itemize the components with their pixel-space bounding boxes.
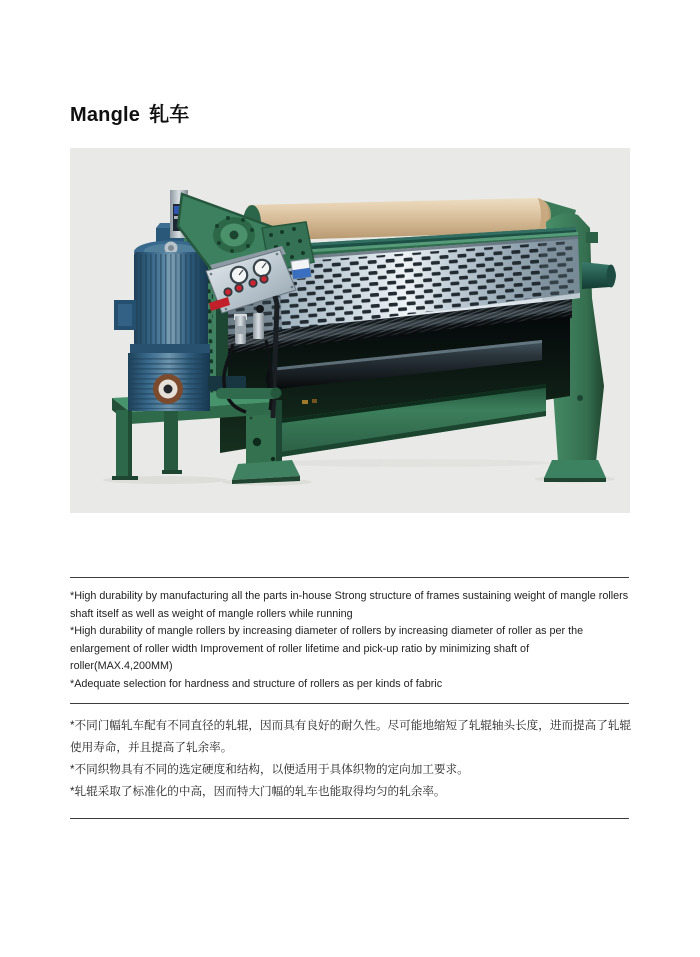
bullet-line: *轧辊采取了标准化的中高，因而特大门幅的轧车也能取得均匀的轧余率。 <box>70 785 446 798</box>
title-chinese: 轧车 <box>149 104 190 126</box>
machine-photo <box>70 148 630 513</box>
side-box <box>291 259 311 279</box>
bullet-line: *不同门幅轧车配有不同直径的轧辊，因而具有良好的耐久性。尽可能地缩短了轧辊轴头长度，进而提高了轧辊使用寿命，并且提高了轧余率。 <box>70 719 632 754</box>
chinese-description <box>70 715 632 803</box>
title-english: Mangle <box>70 104 141 126</box>
shaft-end <box>582 262 616 289</box>
english-description <box>70 588 632 693</box>
bullet-line: *High durability by manufacturing all the parts in-house Strong structure of frames sustaining weight of mangle rollers shaft itself as well as weight of mangle rollers while running <box>70 590 629 620</box>
divider-bottom <box>70 818 629 819</box>
divider-middle <box>70 703 629 704</box>
page-title <box>70 98 190 127</box>
bullet-line: *不同织物具有不同的选定硬度和结构，以便适用于具体织物的定向加工要求。 <box>70 763 469 776</box>
mangle-machine-illustration <box>70 148 630 513</box>
bullet-line: *Adequate selection for hardness and structure of rollers as per kinds of fabric <box>70 677 443 690</box>
divider-top <box>70 577 629 578</box>
bullet-line: *High durability of mangle rollers by increasing diameter of rollers by increasing diameter of roller as per the enlargement of roller width Improvement of roller lifetime and pick-up ratio by minimizing shaft of roller(MAX.4,200MM) <box>70 625 584 672</box>
